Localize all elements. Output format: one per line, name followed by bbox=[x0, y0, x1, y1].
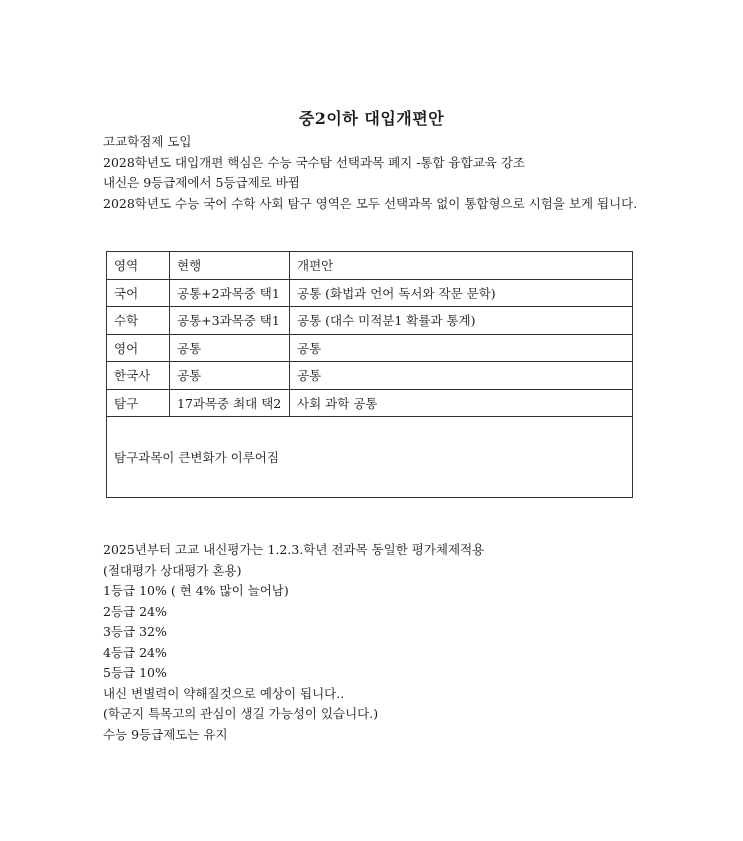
table-row bbox=[107, 279, 633, 307]
cell-area: 수학 bbox=[107, 307, 170, 335]
grading-line: 1등급 10% ( 현 4% 많이 늘어남) bbox=[103, 583, 289, 598]
grading-line: 2등급 24% bbox=[103, 603, 167, 619]
grading-section bbox=[103, 540, 643, 745]
header-reform: 개편안 bbox=[290, 252, 633, 280]
header-area: 영역 bbox=[107, 252, 170, 280]
grading-line: 2025년부터 고교 내신평가는 1.2.3.학년 전과목 동일한 평가체제적용 bbox=[103, 542, 485, 557]
grading-line: 5등급 10% bbox=[103, 665, 167, 680]
grading-line: (학군지 특목고의 관심이 생길 가능성이 있습니다.) bbox=[103, 706, 379, 721]
cell-reform: 사회 과학 공통 bbox=[290, 389, 633, 417]
cell-reform: 공통 bbox=[290, 334, 633, 362]
intro-line: 2028학년도 수능 국어 수학 사회 탐구 영역은 모두 선택과목 없이 통합형으로 시험을 보게 됩니다. bbox=[103, 195, 638, 211]
cell-current: 공통+3과목중 택1 bbox=[170, 307, 290, 335]
intro-section bbox=[103, 132, 643, 214]
table-note-row bbox=[107, 417, 633, 498]
cell-reform: 공통 (화법과 언어 독서와 작문 문학) bbox=[290, 279, 633, 307]
table-row bbox=[107, 334, 633, 362]
table-row bbox=[107, 362, 633, 390]
cell-current: 공통 bbox=[170, 362, 290, 390]
cell-area: 영어 bbox=[107, 334, 170, 362]
grading-line: 4등급 24% bbox=[103, 644, 167, 660]
cell-reform: 공통 (대수 미적분1 확률과 통계) bbox=[290, 307, 633, 335]
grading-line: (절대평가 상대평가 혼용) bbox=[103, 562, 242, 578]
intro-line: 고교학점제 도입 bbox=[103, 134, 192, 149]
grading-line: 내신 변별력이 약해질것으로 예상이 됩니다.. bbox=[103, 685, 345, 701]
table-note: 탐구과목이 큰변화가 이루어짐 bbox=[107, 417, 633, 498]
header-current: 현행 bbox=[170, 252, 290, 280]
page-title: 중2이하 대입개편안 bbox=[298, 109, 445, 128]
comparison-table bbox=[106, 251, 633, 498]
table-row bbox=[107, 389, 633, 417]
cell-area: 탐구 bbox=[107, 389, 170, 417]
cell-area: 국어 bbox=[107, 279, 170, 307]
cell-reform: 공통 bbox=[290, 362, 633, 390]
intro-line: 2028학년도 대입개편 핵심은 수능 국수탐 선택과목 폐지 -통합 융합교육 강조 bbox=[103, 154, 525, 170]
table-row bbox=[107, 307, 633, 335]
grading-line: 수능 9등급제도는 유지 bbox=[103, 726, 228, 742]
cell-current: 공통+2과목중 택1 bbox=[170, 279, 290, 307]
table-header-row bbox=[107, 252, 633, 280]
intro-line: 내신은 9등급제에서 5등급제로 바뀜 bbox=[103, 175, 300, 190]
grading-line: 3등급 32% bbox=[103, 624, 167, 639]
cell-current: 공통 bbox=[170, 334, 290, 362]
cell-current: 17과목중 최대 택2 bbox=[170, 389, 290, 417]
cell-area: 한국사 bbox=[107, 362, 170, 390]
